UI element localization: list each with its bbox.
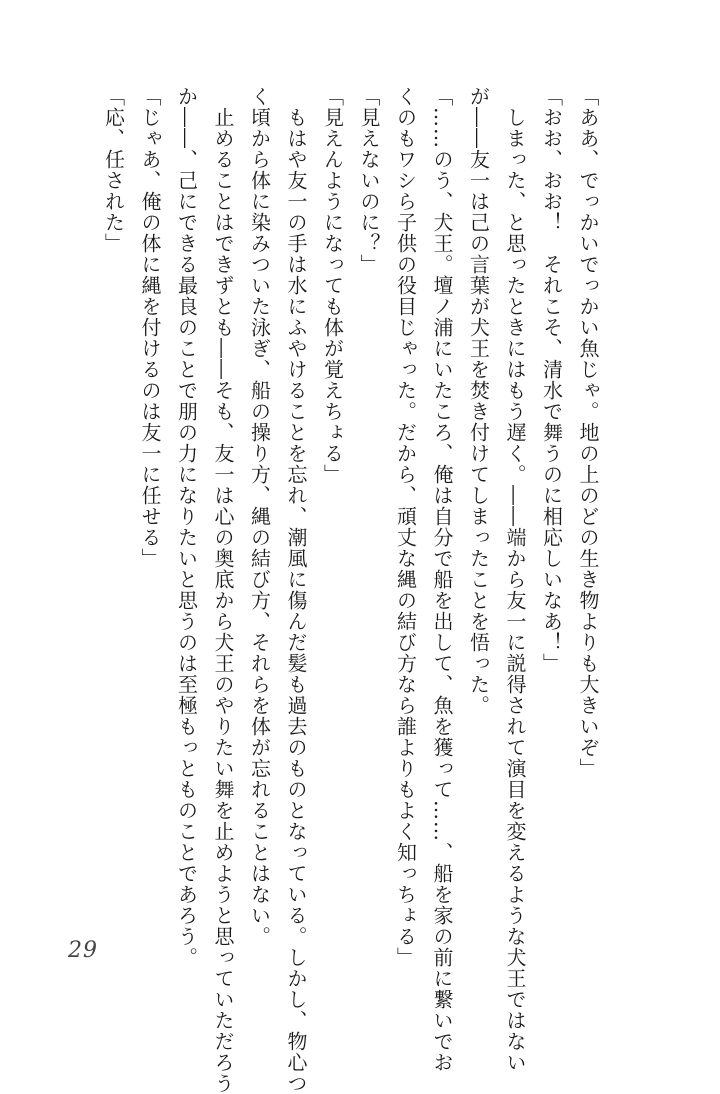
text-line: く頃から体に染みついた泳ぎ、船の操り方、縄の結び方、それらを体が忘れることはない。 (247, 86, 272, 947)
text-line: 「おお、おお！ それこそ、清水で舞うのに相応しいなあ！」 (539, 86, 564, 674)
text-line: もはや友一の手は水にふやけることを忘れ、潮風に傷んだ髪も過去のものとなっている。しかし、物心つ (284, 86, 308, 1094)
vertical-text-body (101, 86, 606, 1094)
text-line: くのもワシら子供の役目じゃった。だから、頑丈な縄の結び方なら誰よりもよく知っちょる」 (393, 86, 418, 968)
text-line: 止めることはできずとも――そも、友一は心の奥底から犬王のやりたい舞を止めようと思っていただろう (211, 86, 235, 1094)
text-line: 「見えないのに？」 (357, 86, 381, 275)
text-line: か――、己にできる最良のことで朋の力になりたいと思うのは至極もっとものことであろう。 (174, 86, 199, 968)
page-number: 29 (68, 938, 98, 963)
text-line: 「じゃあ、俺の体に縄を付けるのは友一に任せる」 (138, 86, 162, 569)
text-line: 「応、任された」 (101, 86, 126, 254)
text-line: 「……のう、犬王。壇ノ浦にいたころ、俺は自分で船を出して、魚を獲って……、船を家の前に繋いでお (430, 86, 454, 1073)
text-line: しまった、と思ったときにはもう遅く。――端から友一に説得されて演目を変えるような犬王ではない (503, 86, 527, 1073)
text-line: 「ああ、でっかいでっかい魚じゃ。地の上のどの生き物よりも大きいぞ」 (576, 86, 600, 779)
text-line: 「見えんようになっても体が覚えちょる」 (320, 86, 345, 485)
text-line: が――友一は己の言葉が犬王を焚き付けてしまったことを悟った。 (466, 86, 491, 716)
